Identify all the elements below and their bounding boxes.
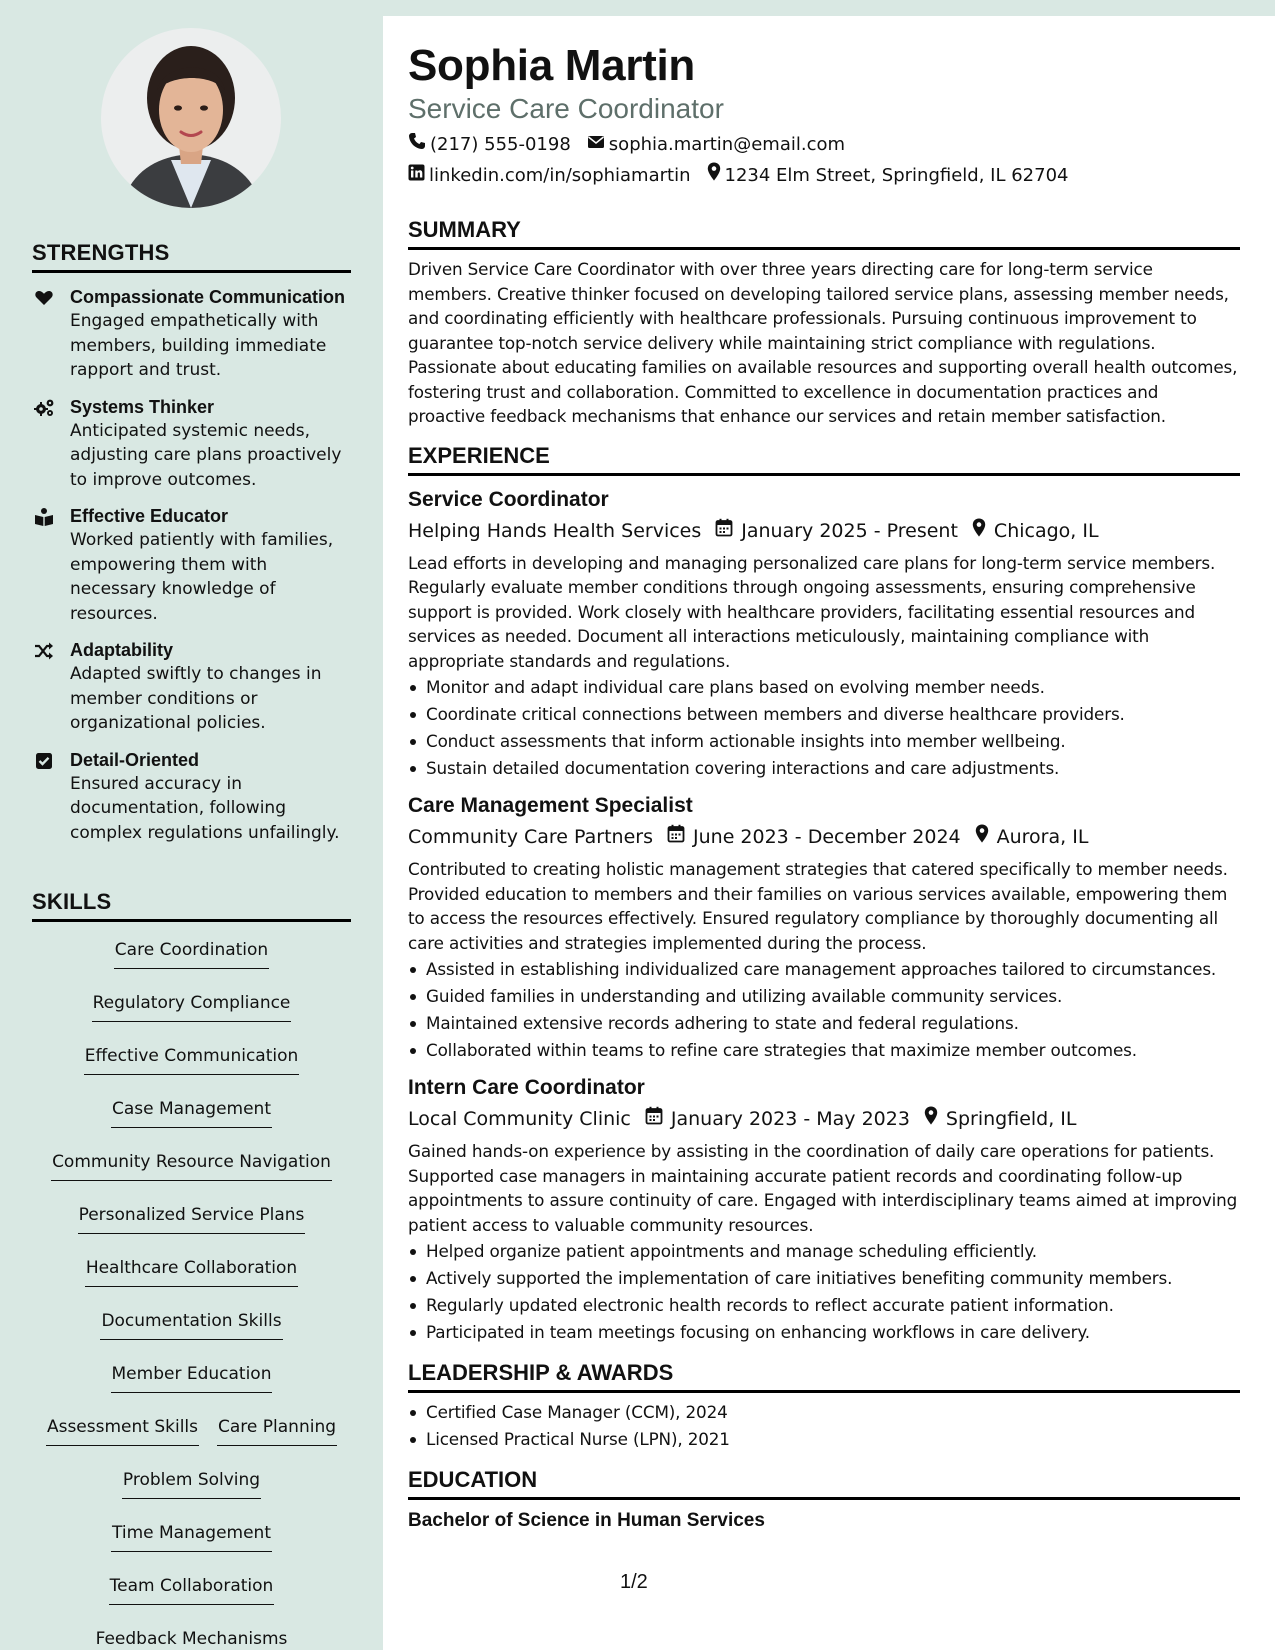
job-title: Intern Care Coordinator xyxy=(408,1076,645,1099)
strengths-section xyxy=(32,240,351,845)
job-dates: January 2023 - May 2023 xyxy=(670,1108,910,1130)
skill-tag: Personalized Service Plans xyxy=(78,1201,306,1234)
contact-row xyxy=(408,132,1240,158)
job-company: Community Care Partners xyxy=(408,826,653,848)
map-pin-icon xyxy=(975,823,997,851)
job-dates-wrap xyxy=(667,823,961,851)
skill-tag: Case Management xyxy=(111,1095,272,1128)
job-bullets xyxy=(408,956,1240,1064)
job-meta xyxy=(408,517,1240,545)
strength-title: Systems Thinker xyxy=(70,396,215,417)
email-text[interactable]: sophia.martin@email.com xyxy=(608,134,846,155)
candidate-name: Sophia Martin xyxy=(408,41,695,90)
map-pin-icon xyxy=(924,1105,946,1133)
job-dates-wrap xyxy=(645,1105,910,1133)
skill-tag: Regulatory Compliance xyxy=(92,989,292,1022)
book-reader-icon xyxy=(34,507,54,527)
award-item: Certified Case Manager (CCM), 2024 xyxy=(408,1399,1240,1426)
skill-tag: Community Resource Navigation xyxy=(51,1148,332,1181)
email-contact[interactable] xyxy=(587,132,845,158)
job-location: Springfield, IL xyxy=(945,1108,1077,1130)
job-entry xyxy=(408,486,1240,783)
job-location-wrap xyxy=(972,517,1099,545)
strength-item xyxy=(32,748,351,846)
contact-row xyxy=(408,162,1240,189)
job-bullet: Monitor and adapt individual care plans based on evolving member needs. xyxy=(408,674,1240,701)
strength-desc: Worked patiently with families, empowering them with necessary knowledge of resources. xyxy=(70,530,334,624)
job-dates: June 2023 - December 2024 xyxy=(693,826,961,848)
phone-contact xyxy=(408,132,571,158)
job-meta xyxy=(408,1105,1240,1133)
job-bullet: Helped organize patient appointments and manage scheduling efficiently. xyxy=(408,1238,1240,1265)
job-description: Lead efforts in developing and managing personalized care plans for long-term service members. Regularly evaluate member conditions through ongoing assessments, ensuring comprehensive support is provided. Work closely with healthcare providers, facilitating essential resources and services as needed. Document all interactions meticulously, maintaining compliance with appropriate standards and regulations. xyxy=(408,552,1216,671)
strength-title: Compassionate Communication xyxy=(70,287,346,307)
map-pin-icon xyxy=(972,517,994,545)
main-content xyxy=(408,40,1240,1534)
skill-tag: Healthcare Collaboration xyxy=(85,1254,298,1287)
job-bullet: Collaborated within teams to refine care strategies that maximize member outcomes. xyxy=(408,1037,1240,1064)
strengths-heading: STRENGTHS xyxy=(32,240,351,273)
job-description: Gained hands-on experience by assisting in the coordination of daily care operations for patients. Supported case managers in maintaining accurate patient records and coordinating follow-up appointments to assure continuity of care. Engaged with interdisciplinary teams aimed at improving patient access to valuable community resources. xyxy=(408,1141,1238,1235)
skill-tag: Care Coordination xyxy=(114,936,269,969)
job-entry xyxy=(408,1074,1240,1346)
shuffle-icon xyxy=(34,641,54,661)
job-company: Local Community Clinic xyxy=(408,1108,631,1130)
profile-photo xyxy=(101,28,281,208)
strength-title: Adaptability xyxy=(70,640,174,660)
skill-tag: Member Education xyxy=(111,1360,273,1393)
job-bullets xyxy=(408,1238,1240,1346)
skill-tag: Care Planning xyxy=(217,1413,337,1446)
strength-item xyxy=(32,504,351,626)
job-bullet: Actively supported the implementation of care initiatives benefiting community members. xyxy=(408,1265,1240,1292)
strength-desc: Anticipated systemic needs, adjusting care plans proactively to improve outcomes. xyxy=(70,420,342,490)
education-heading: EDUCATION xyxy=(408,1467,1240,1500)
job-dates-wrap xyxy=(715,517,958,545)
job-location-wrap xyxy=(924,1105,1077,1133)
strength-title: Effective Educator xyxy=(70,506,229,526)
job-bullets xyxy=(408,674,1240,782)
job-company: Helping Hands Health Services xyxy=(408,519,702,542)
top-accent-strip xyxy=(383,0,1275,16)
linkedin-icon xyxy=(408,163,429,189)
page-number: 1/2 xyxy=(620,1571,648,1593)
strength-desc: Ensured accuracy in documentation, following complex regulations unfailingly. xyxy=(70,773,340,843)
candidate-title: Service Care Coordinator xyxy=(408,93,724,124)
skill-list xyxy=(32,936,351,1650)
strength-item xyxy=(32,285,351,383)
job-bullet: Coordinate critical connections between members and diverse healthcare providers. xyxy=(408,701,1240,728)
job-location: Chicago, IL xyxy=(993,519,1099,542)
summary-text: Driven Service Care Coordinator with over three years directing care for long-term service members. Creative thinker focused on developing tailored service plans, assessing member needs, and coordinating efficiently with healthcare professionals. Pursuing continuous improvement to guarantee top-notch service delivery while maintaining strict compliance with regulations. Passionate about educating families on available resources and supporting overall health outcomes, fostering trust and collaboration. Committed to excellence in documentation practices and proactive feedback mechanisms that enhance our services and retain member satisfaction. xyxy=(408,259,1238,426)
skill-tag: Time Management xyxy=(111,1519,272,1552)
strength-title: Detail-Oriented xyxy=(70,749,200,770)
job-title: Service Coordinator xyxy=(408,487,609,511)
job-bullet: Maintained extensive records adhering to state and federal regulations. xyxy=(408,1010,1240,1037)
job-bullet: Regularly updated electronic health records to reflect accurate patient information. xyxy=(408,1292,1240,1319)
map-pin-icon xyxy=(707,162,725,189)
strength-item xyxy=(32,395,351,493)
summary-section xyxy=(408,217,1240,429)
job-meta xyxy=(408,823,1240,851)
experience-section xyxy=(408,443,1240,1347)
job-location-wrap xyxy=(975,823,1089,851)
heart-icon xyxy=(34,288,54,308)
job-location: Aurora, IL xyxy=(996,826,1089,848)
job-bullet: Sustain detailed documentation covering interactions and care adjustments. xyxy=(408,755,1240,782)
education-section xyxy=(408,1467,1240,1534)
award-item: Licensed Practical Nurse (LPN), 2021 xyxy=(408,1426,1240,1453)
calendar-icon xyxy=(715,517,741,545)
skill-tag: Assessment Skills xyxy=(46,1413,199,1446)
job-bullet: Assisted in establishing individualized care management approaches tailored to circumstances. xyxy=(408,956,1240,983)
strength-item xyxy=(32,638,351,736)
summary-heading: SUMMARY xyxy=(408,217,1240,250)
phone-icon xyxy=(408,132,430,158)
gears-icon xyxy=(34,398,54,418)
skill-tag: Problem Solving xyxy=(122,1466,261,1499)
job-bullet: Conduct assessments that inform actionable insights into member wellbeing. xyxy=(408,728,1240,755)
calendar-icon xyxy=(667,823,693,851)
skill-tag: Effective Communication xyxy=(84,1042,300,1075)
strength-desc: Engaged empathetically with members, building immediate rapport and trust. xyxy=(70,311,327,380)
skill-tag: Documentation Skills xyxy=(100,1307,282,1340)
calendar-icon xyxy=(645,1105,671,1133)
linkedin-contact[interactable] xyxy=(408,163,691,189)
job-bullet: Participated in team meetings focusing on enhancing workflows in care delivery. xyxy=(408,1319,1240,1346)
award-list xyxy=(408,1399,1240,1453)
linkedin-text[interactable]: linkedin.com/in/sophiamartin xyxy=(429,164,691,186)
checkbox-icon xyxy=(34,751,54,771)
skills-heading: SKILLS xyxy=(32,889,351,922)
skills-section xyxy=(32,889,351,1650)
leadership-heading: LEADERSHIP & AWARDS xyxy=(408,1360,1240,1393)
experience-heading: EXPERIENCE xyxy=(408,443,1240,476)
job-description: Contributed to creating holistic management strategies that catered specifically to member needs. Provided education to members and their families on various services available, empowering them to access the resources effectively. Ensured regulatory compliance by thoroughly documenting all care activities and strategies implemented during the process. xyxy=(408,859,1228,953)
address-text: 1234 Elm Street, Springfield, IL 62704 xyxy=(724,164,1069,186)
skill-tag: Team Collaboration xyxy=(109,1572,275,1605)
leadership-section xyxy=(408,1360,1240,1453)
envelope-icon xyxy=(587,132,609,158)
skill-tag: Feedback Mechanisms xyxy=(95,1625,289,1650)
strength-desc: Adapted swiftly to changes in member conditions or organizational policies. xyxy=(70,664,322,733)
education-degree: Bachelor of Science in Human Services xyxy=(408,1510,765,1531)
job-title: Care Management Specialist xyxy=(408,794,693,817)
job-entry xyxy=(408,792,1240,1064)
address-contact xyxy=(707,162,1069,189)
phone-text: (217) 555-0198 xyxy=(430,134,571,155)
job-bullet: Guided families in understanding and utilizing available community services. xyxy=(408,983,1240,1010)
job-dates: January 2025 - Present xyxy=(741,519,958,542)
